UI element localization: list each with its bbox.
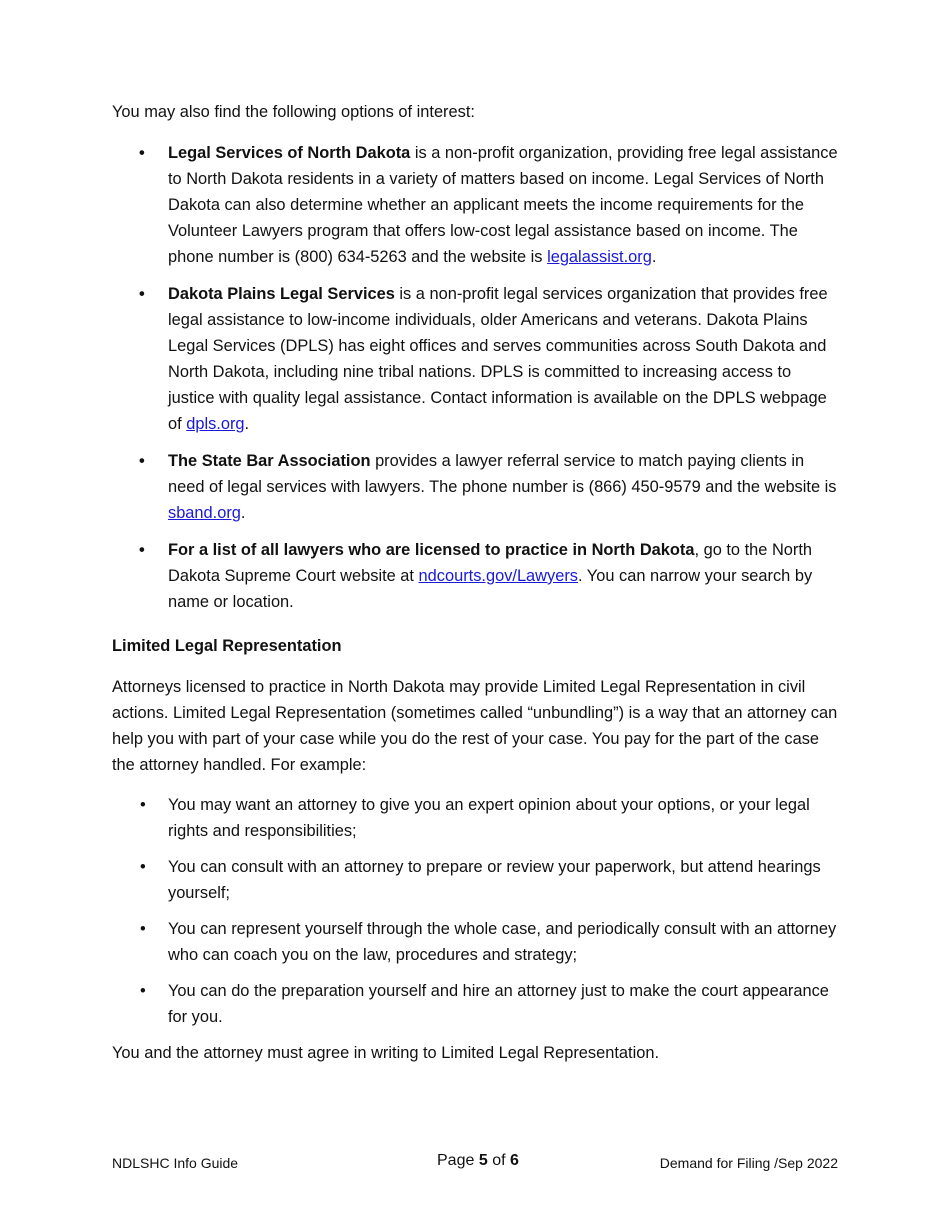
- list-item-dakota-plains: • Dakota Plains Legal Services is a non-profit legal services organization that provides free legal assistance to low-income individuals, older Americans and veterans. Dakota Plains Legal Services (DPLS) has eight offices and serves communities across South Dakota and North Dakota, including nine tribal nations. DPLS is committed to increasing access to justice with quality legal assistance. Contact information is available on the DPLS webpage of dpls.org.: [112, 281, 842, 437]
- dpls-link[interactable]: dpls.org: [186, 415, 245, 433]
- examples-list: [112, 792, 842, 1030]
- org-description: , go to the North Dakota Supreme Court website at: [168, 541, 813, 585]
- bullet-icon: •: [140, 796, 146, 814]
- page-number: Page 5 of 6: [437, 1152, 519, 1169]
- bullet-icon: •: [139, 541, 145, 559]
- section-paragraph: Attorneys licensed to practice in North Dakota may provide Limited Legal Representation in civil actions. Limited Legal Representation (sometimes called “unbundling”) is a way that an attorney can help you with part of your case while you do the rest of your case. You pay for the part of the case the attorney handled. For example:: [112, 678, 838, 774]
- org-description: is a non-profit organization, providing free legal assistance to North Dakota residents in a variety of matters based on income. Legal Services of North Dakota can also determine whether an applicant meets the income requirements for the Volunteer Lawyers program that offers low-cost legal assistance based on income. The phone number is (800) 634-5263 and the website is: [168, 144, 838, 266]
- footer-right: Demand for Filing /Sep 2022: [659, 1155, 838, 1171]
- bullet-icon: •: [139, 285, 145, 303]
- list-item: • You may want an attorney to give you an expert opinion about your options, or your legal rights and responsibilities;: [112, 792, 842, 844]
- list-item: • You can do the preparation yourself and hire an attorney just to make the court appearance for you.: [112, 978, 842, 1030]
- list-item-legal-services-nd: • Legal Services of North Dakota is a non-profit organization, providing free legal assistance to North Dakota residents in a variety of matters based on income. Legal Services of North Dakota can also determine whether an applicant meets the income requirements for the Volunteer Lawyers program that offers low-cost legal assistance based on income. The phone number is (800) 634-5263 and the website is legalassist.org.: [112, 140, 842, 270]
- intro-text: You may also find the following options of interest:: [112, 103, 475, 121]
- org-name: Legal Services of North Dakota: [168, 144, 411, 162]
- footer-left: NDLSHC Info Guide: [112, 1155, 239, 1171]
- org-description: is a non-profit legal services organization that provides free legal assistance to low-income individuals, older Americans and veterans. Dakota Plains Legal Services (DPLS) has eight offices and serves communities across South Dakota and North Dakota, including nine tribal nations. DPLS is committed to increasing access to justice with quality legal assistance. Contact information is available on the DPLS webpage of: [168, 285, 828, 433]
- org-name: The State Bar Association: [168, 452, 371, 470]
- org-name: Dakota Plains Legal Services: [168, 285, 395, 303]
- bullet-icon: •: [140, 982, 146, 1000]
- section-heading: Limited Legal Representation: [112, 637, 342, 655]
- page-footer: [112, 1152, 838, 1174]
- options-list: [112, 140, 842, 615]
- closing-text: You and the attorney must agree in writing to Limited Legal Representation.: [112, 1044, 659, 1062]
- bullet-icon: •: [139, 144, 145, 162]
- sband-link[interactable]: sband.org: [168, 504, 241, 522]
- bullet-icon: •: [140, 858, 146, 876]
- bullet-icon: •: [140, 920, 146, 938]
- list-item-licensed-lawyers: • For a list of all lawyers who are licensed to practice in North Dakota, go to the North Dakota Supreme Court website at ndcourts.gov/Lawyers. You can narrow your search by name or location.: [112, 537, 842, 615]
- ndcourts-link[interactable]: ndcourts.gov/Lawyers: [418, 567, 578, 585]
- list-item-state-bar: • The State Bar Association provides a lawyer referral service to match paying clients in need of legal services with lawyers. The phone number is (866) 450-9579 and the website is sband.org.: [112, 448, 842, 526]
- bullet-icon: •: [139, 452, 145, 470]
- legalassist-link[interactable]: legalassist.org: [547, 248, 652, 266]
- list-item: • You can represent yourself through the whole case, and periodically consult with an attorney who can coach you on the law, procedures and strategy;: [112, 916, 842, 968]
- list-item: • You can consult with an attorney to prepare or review your paperwork, but attend hearings yourself;: [112, 854, 842, 906]
- page-content: [112, 99, 842, 1066]
- org-description: provides a lawyer referral service to match paying clients in need of legal services with lawyers. The phone number is (866) 450-9579 and the website is: [168, 452, 837, 496]
- org-name: For a list of all lawyers who are licensed to practice in North Dakota: [168, 541, 695, 559]
